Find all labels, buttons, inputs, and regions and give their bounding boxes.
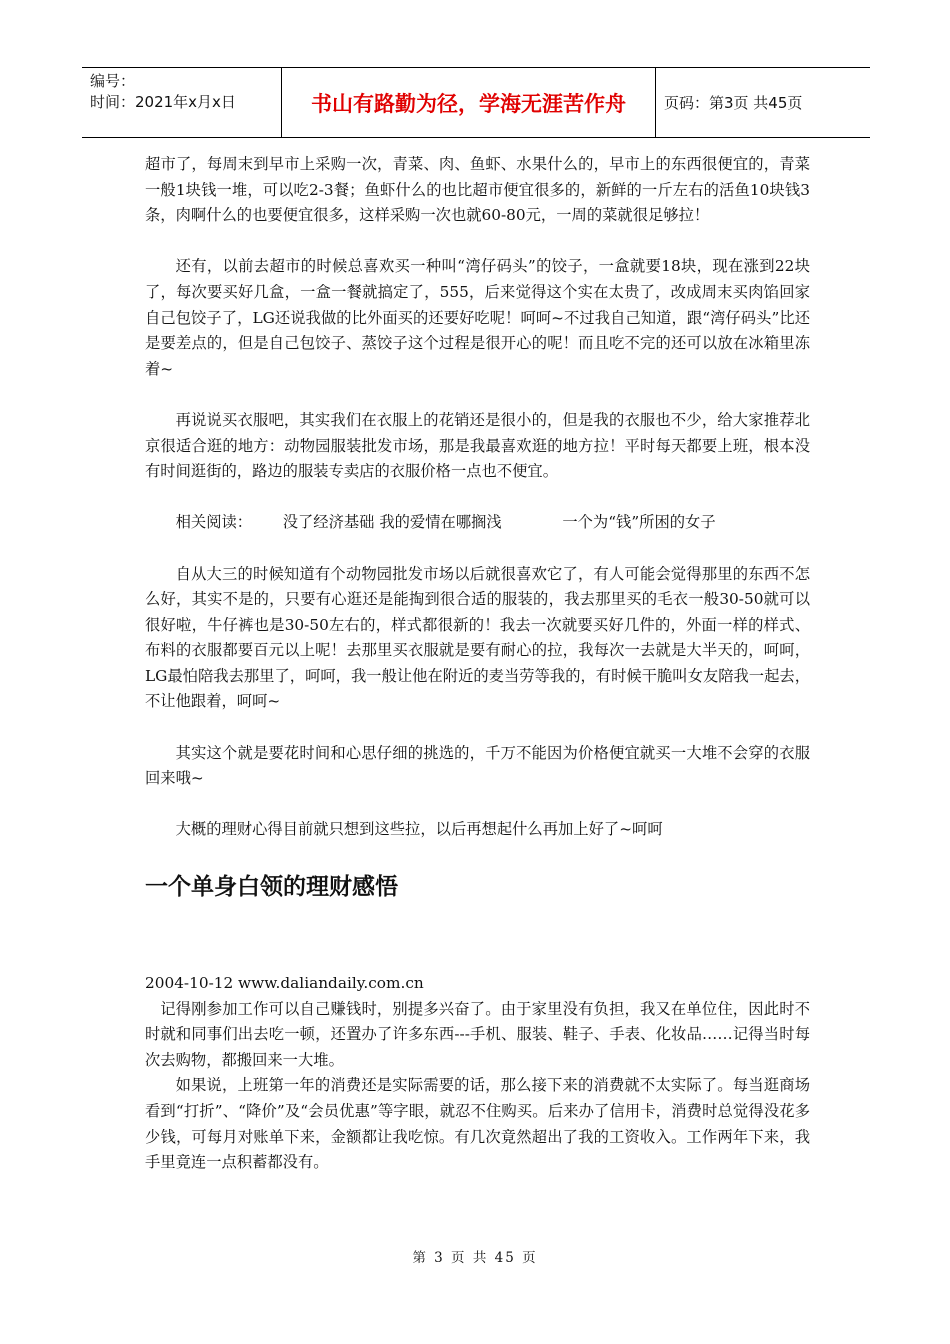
paragraph-7: 记得刚参加工作可以自己赚钱时，别提多兴奋了。由于家里没有负担，我又在单位住，因此时不时就和同事们出去吃一顿，还置办了许多东西---手机、服装、鞋子、手表、化妆品……记得当时每次去购物，都搬回来一大堆。 [145,999,810,1069]
date-source: 2004-10-12 www.daliandaily.com.cn [145,974,424,993]
header-motto: 书山有路勤为径，学海无涯苦作舟 [282,68,656,137]
related-reading [145,510,810,536]
document-header [82,67,870,138]
document-body [145,152,810,1176]
section-title: 一个单身白领的理财感悟 [145,874,398,901]
paragraph-6: 大概的理财心得目前就只想到这些拉，以后再想起什么再加上好了~呵呵 [175,820,663,839]
paragraph-8: 如果说，上班第一年的消费还是实际需要的话，那么接下来的消费就不太实际了。每当逛商场看到“打折”、“降价”及“会员优惠”等字眼，就忍不住购买。后来办了信用卡，消费时总觉得没花多少钱，可每月对账单下来，金额都让我吃惊。有几次竟然超出了我的工资收入。工作两年下来，我手里竟连一点积蓄都没有。 [145,1076,810,1172]
paragraph-3: 再说说买衣服吧，其实我们在衣服上的花销还是很小的，但是我的衣服也不少，给大家推荐北京很适合逛的地方：动物园服装批发市场，那是我最喜欢逛的地方拉！平时每天都要上班，根本没有时间逛街的，路边的服装专卖店的衣服价格一点也不便宜。 [145,410,810,481]
related-label: 相关阅读： [175,513,253,532]
code-label: 编号： [90,72,136,90]
related-link-1[interactable]: 没了经济基础 我的爱情在哪搁浅 [282,513,502,532]
paragraph-5: 其实这个就是要花时间和心思仔细的挑选的，千万不能因为价格便宜就买一大堆不会穿的衣服回来哦~ [145,743,810,788]
paragraph-4: 自从大三的时候知道有个动物园批发市场以后就很喜欢它了，有人可能会觉得那里的东西不怎么好，其实不是的，只要有心逛还是能掏到很合适的服装的，我去那里买的毛衣一般30-50就可以很好啦，牛仔裤也是30-50左右的，样式都很新的！我去一次就要买好几件的，外面一样的样式、布料的衣服都要百元以上呢！去那里买衣服就是要有耐心的拉，我每次一去就是大半天的，呵呵，LG最怕陪我去那里了，呵呵，我一般让他在附近的麦当劳等我的，有时候干脆叫女友陪我一起去，不让他跟着，呵呵~ [145,564,810,711]
paragraph-1: 超市了，每周末到早市上采购一次，青菜、肉、鱼虾、水果什么的，早市上的东西很便宜的，青菜一般1块钱一堆，可以吃2-3餐；鱼虾什么的也比超市便宜很多的，新鲜的一斤左右的活鱼10块钱3条，肉啊什么的也要便宜很多，这样采购一次也就60-80元，一周的菜就很足够拉！ [145,155,810,225]
related-link-2[interactable]: 一个为“钱”所困的女子 [562,513,716,532]
time-label: 时间：2021年x月x日 [90,93,236,111]
page-footer: 第 3 页 共 45 页 [412,1250,538,1266]
header-page-info: 页码：第3页 共45页 [664,94,803,112]
header-meta [82,68,282,137]
paragraph-2: 还有，以前去超市的时候总喜欢买一种叫“湾仔码头”的饺子，一盒就要18块，现在涨到22块了，每次要买好几盒，一盒一餐就搞定了，555，后来觉得这个实在太贵了，改成周末买肉馅回家自己包饺子了，LG还说我做的比外面买的还要好吃呢！呵呵~不过我自己知道，跟“湾仔码头”比还是要差点的，但是自己包饺子、蒸饺子这个过程是很开心的呢！而且吃不完的还可以放在冰箱里冻着~ [145,257,810,378]
